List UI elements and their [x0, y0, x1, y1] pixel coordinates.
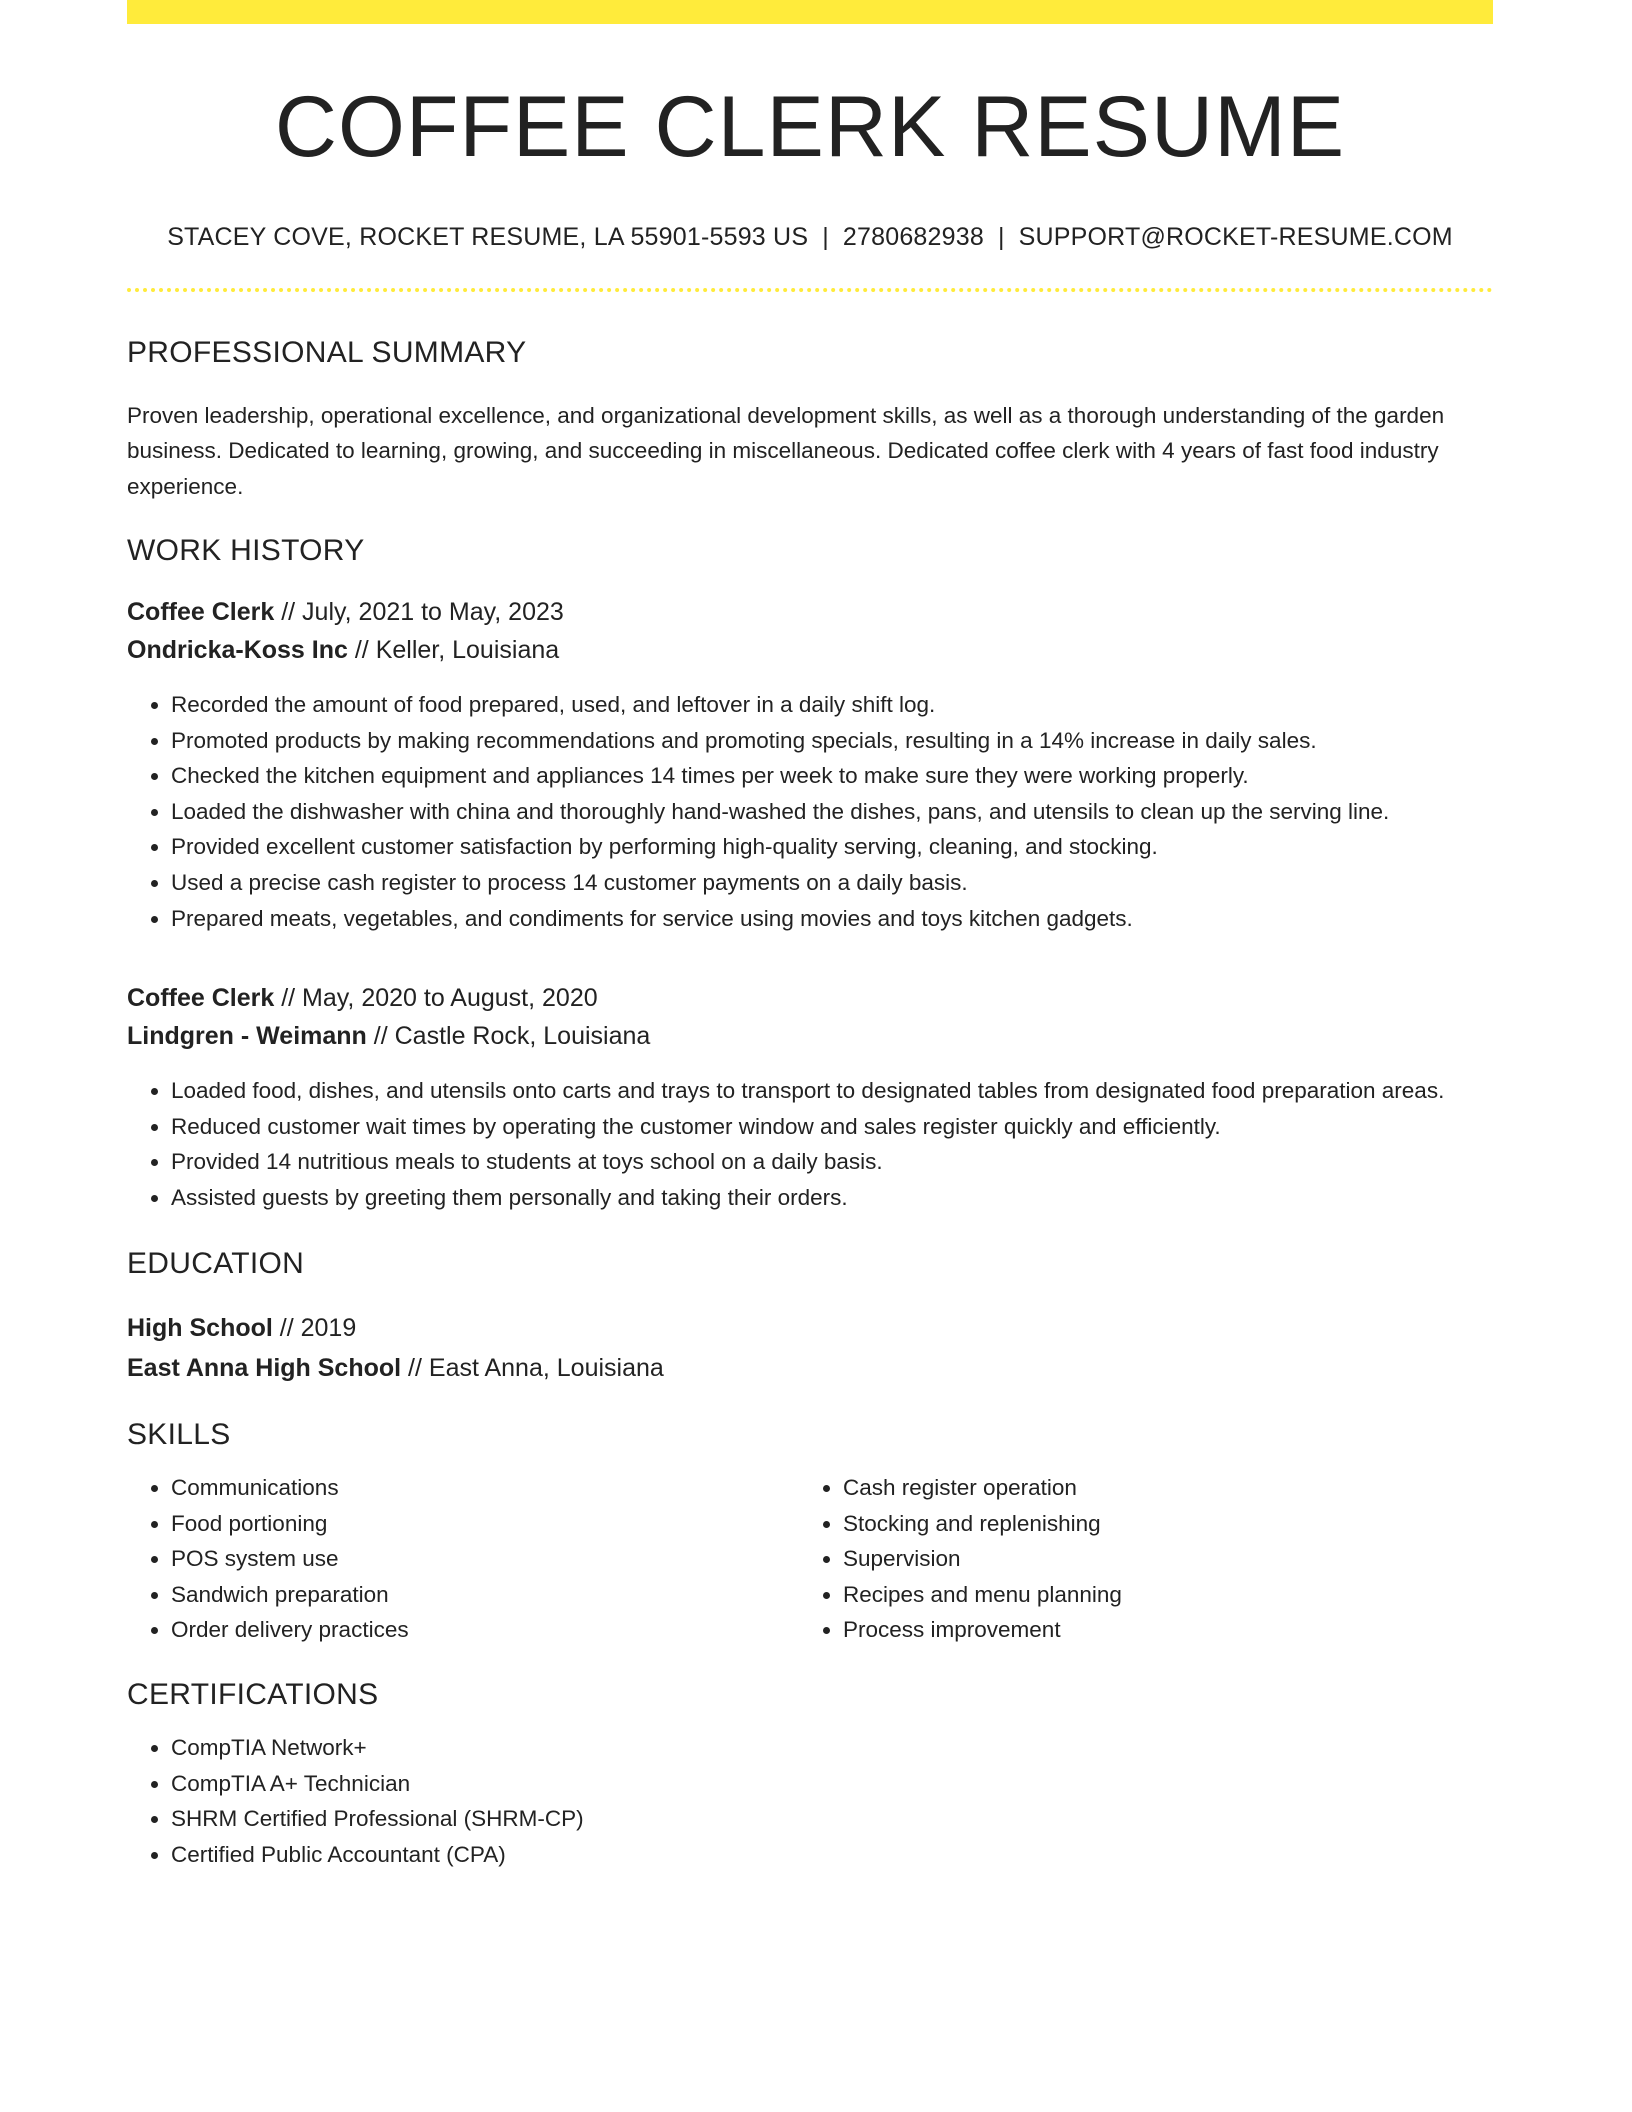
- skill-item: • Recipes and menu planning: [843, 1577, 1471, 1613]
- job-bullet: • Provided 14 nutritious meals to students at toys school on a daily basis.: [171, 1144, 1493, 1180]
- skill-item: • Sandwich preparation: [171, 1577, 799, 1613]
- summary-heading: PROFESSIONAL SUMMARY: [127, 335, 527, 369]
- skill-item: • Cash register operation: [843, 1470, 1471, 1506]
- job-title: Coffee Clerk: [127, 598, 275, 627]
- skills-heading: SKILLS: [127, 1418, 231, 1452]
- job-bullet: • Recorded the amount of food prepared, used, and leftover in a daily shift log.: [171, 687, 1493, 723]
- job-bullet: • Loaded the dishwasher with china and thoroughly hand-washed the dishes, pans, and utensils to clean up the serving line.: [171, 794, 1493, 830]
- work-history-heading: WORK HISTORY: [127, 534, 365, 568]
- job-entry: [127, 594, 1493, 936]
- contact-address: STACEY COVE, ROCKET RESUME, LA 55901-5593 US: [167, 222, 809, 251]
- education-degree: High School: [127, 1314, 273, 1343]
- skill-item: • Stocking and replenishing: [843, 1506, 1471, 1542]
- certifications-heading: CERTIFICATIONS: [127, 1677, 379, 1711]
- job-entry: [127, 980, 1493, 1215]
- job-bullet: • Loaded food, dishes, and utensils onto carts and trays to transport to designated tables from designated food preparation areas.: [171, 1073, 1493, 1109]
- job-title-line: [127, 980, 1493, 1018]
- education-heading: EDUCATION: [127, 1247, 305, 1281]
- skills-list-right: [799, 1470, 1471, 1648]
- certifications-list: [127, 1730, 1493, 1872]
- contact-separator: |: [822, 222, 829, 251]
- job-company-line: [127, 1018, 1493, 1056]
- education-degree-line: [127, 1309, 1493, 1349]
- contact-line: [127, 223, 1493, 252]
- certification-item: • CompTIA Network+: [171, 1730, 1493, 1766]
- job-bullet-list: [127, 1073, 1493, 1215]
- education-school: East Anna High School: [127, 1353, 402, 1382]
- job-bullet-list: [127, 687, 1493, 936]
- certification-item: • SHRM Certified Professional (SHRM-CP): [171, 1801, 1493, 1837]
- job-location: // Keller, Louisiana: [347, 635, 560, 664]
- contact-separator: |: [997, 222, 1005, 251]
- dotted-divider: [127, 288, 1493, 292]
- resume-document: [127, 0, 1493, 1872]
- education-school-line: [127, 1349, 1493, 1389]
- skills-grid: [127, 1470, 1493, 1648]
- education-year: // 2019: [272, 1314, 357, 1343]
- contact-email: SUPPORT@ROCKET-RESUME.COM: [1018, 222, 1453, 251]
- job-bullet: • Used a precise cash register to process 14 customer payments on a daily basis.: [171, 865, 1493, 901]
- job-company: Lindgren - Weimann: [127, 1021, 367, 1050]
- job-bullet: • Assisted guests by greeting them personally and taking their orders.: [171, 1180, 1493, 1216]
- job-dates: // May, 2020 to August, 2020: [274, 984, 598, 1013]
- resume-title: COFFEE CLERK RESUME: [274, 79, 1346, 175]
- contact-phone: 2780682938: [842, 222, 984, 251]
- skill-item: • Food portioning: [171, 1506, 799, 1542]
- skill-item: • Order delivery practices: [171, 1612, 799, 1648]
- certification-item: • CompTIA A+ Technician: [171, 1766, 1493, 1802]
- job-company-line: [127, 632, 1493, 670]
- job-bullet: • Prepared meats, vegetables, and condiments for service using movies and toys kitchen gadgets.: [171, 901, 1493, 937]
- certification-item: • Certified Public Accountant (CPA): [171, 1837, 1493, 1873]
- summary-text: Proven leadership, operational excellence, and organizational development skills, as well as a thorough understanding of the garden business. Dedicated to learning, growing, and succeeding in miscellaneous. Dedicated coffee clerk with 4 years of fast food industry experience.: [127, 402, 1445, 499]
- job-bullet: • Reduced customer wait times by operating the customer window and sales register quickly and efficiently.: [171, 1109, 1493, 1145]
- job-title-line: [127, 594, 1493, 632]
- job-dates: // July, 2021 to May, 2023: [274, 598, 564, 627]
- accent-top-bar: [127, 0, 1493, 24]
- job-bullet: • Checked the kitchen equipment and appliances 14 times per week to make sure they were working properly.: [171, 758, 1493, 794]
- skill-item: • Communications: [171, 1470, 799, 1506]
- skill-item: • POS system use: [171, 1541, 799, 1577]
- skill-item: • Supervision: [843, 1541, 1471, 1577]
- job-bullet: • Provided excellent customer satisfaction by performing high-quality serving, cleaning, and stocking.: [171, 829, 1493, 865]
- job-company: Ondricka-Koss Inc: [127, 635, 348, 664]
- skills-list-left: [127, 1470, 799, 1648]
- job-location: // Castle Rock, Louisiana: [366, 1021, 651, 1050]
- skills-column-right: [799, 1470, 1471, 1648]
- skills-column-left: [127, 1470, 799, 1648]
- education-location: // East Anna, Louisiana: [401, 1353, 664, 1382]
- job-title: Coffee Clerk: [127, 984, 275, 1013]
- job-bullet: • Promoted products by making recommendations and promoting specials, resulting in a 14% increase in daily sales.: [171, 723, 1493, 759]
- skill-item: • Process improvement: [843, 1612, 1471, 1648]
